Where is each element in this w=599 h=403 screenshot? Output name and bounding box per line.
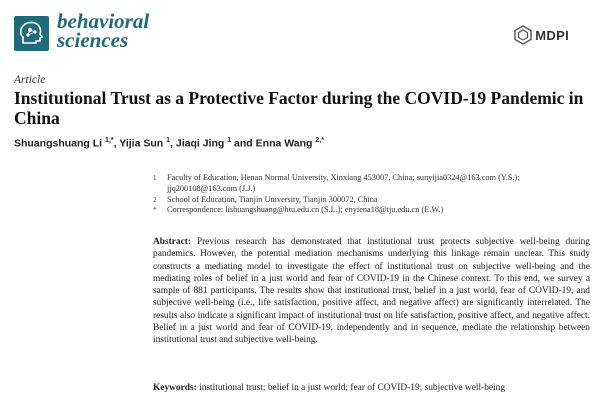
abstract (153, 236, 590, 347)
affiliations (153, 173, 588, 216)
publisher-name: MDPI (535, 27, 569, 43)
publisher-logo[interactable] (513, 25, 569, 45)
author-affiliation-mark: 1 (166, 137, 171, 144)
keywords-text: institutional trust; belief in a just world; fear of COVID-19; subjective well-being (196, 383, 506, 393)
author-name[interactable]: Yijia Sun (119, 137, 164, 150)
author-affiliation-mark: 1 (227, 137, 232, 144)
affiliation-item (153, 205, 588, 216)
author-name[interactable]: Shuangshuang Li (14, 137, 103, 150)
author-name[interactable]: Enna Wang (255, 137, 313, 150)
abstract-label: Abstract: (153, 237, 192, 247)
author-list (14, 137, 324, 150)
affiliation-text: Faculty of Education, Henan Normal University, Xinxiang 453007, China; sunyijia0324@163.com (Y.S.); jjq200108@163.com (J.J.) (167, 173, 520, 193)
article-type: Article (14, 74, 46, 86)
author-name[interactable]: Jiaqi Jing (175, 137, 225, 150)
author-affiliation-mark: 2,* (315, 137, 324, 144)
journal-logo-icon (14, 16, 49, 51)
article-title: Institutional Trust as a Protective Factor during the COVID-19 Pandemic in China (14, 88, 584, 128)
keywords-label: Keywords: (153, 383, 197, 393)
author-separator: and (231, 137, 256, 150)
keywords (153, 382, 590, 394)
author-affiliation-mark: 1,* (105, 137, 114, 144)
affiliation-mark: 2 (153, 195, 157, 204)
mdpi-logo-icon (513, 25, 533, 45)
author-separator: , (113, 137, 120, 150)
journal-name[interactable]: behavioral sciences (57, 9, 150, 52)
affiliation-item (153, 173, 588, 195)
affiliation-item (153, 195, 588, 206)
abstract-text: Previous research has demonstrated that institutional trust protects subjective well-being during pandemics. However, the potential mediation mechanisms underlying this linkage remain unclear. This study constructs a mediating model to investigate the effect of institutional trust on subjective well-being and the mediating roles of belief in a just world and fear of COVID-19 in the Chinese context. To this end, we survey a sample of 881 participants. The results show that institutional trust, belief in a just world, fear of COVID-19, and subjective well-being (i.e., life satisfaction, positive affect, and negative affect) are significantly interrelated. The results also indicate a significant impact of institutional trust on life satisfaction, positive affect, and negative affect. Belief in a just world and fear of COVID-19, independently and in sequence, mediate the relationship between institutional trust and subjective well-being. (153, 237, 590, 346)
author-separator: , (170, 137, 176, 150)
affiliation-text: School of Education, Tianjin University, Tianjin 300072, China (167, 194, 378, 204)
affiliation-mark: 1 (153, 174, 157, 182)
affiliation-mark: * (153, 206, 157, 215)
affiliation-text: Correspondence: lishuangshuang@htu.edu.cn (S.L.); enyiena18@tju.edu.cn (E.W.) (167, 205, 444, 215)
